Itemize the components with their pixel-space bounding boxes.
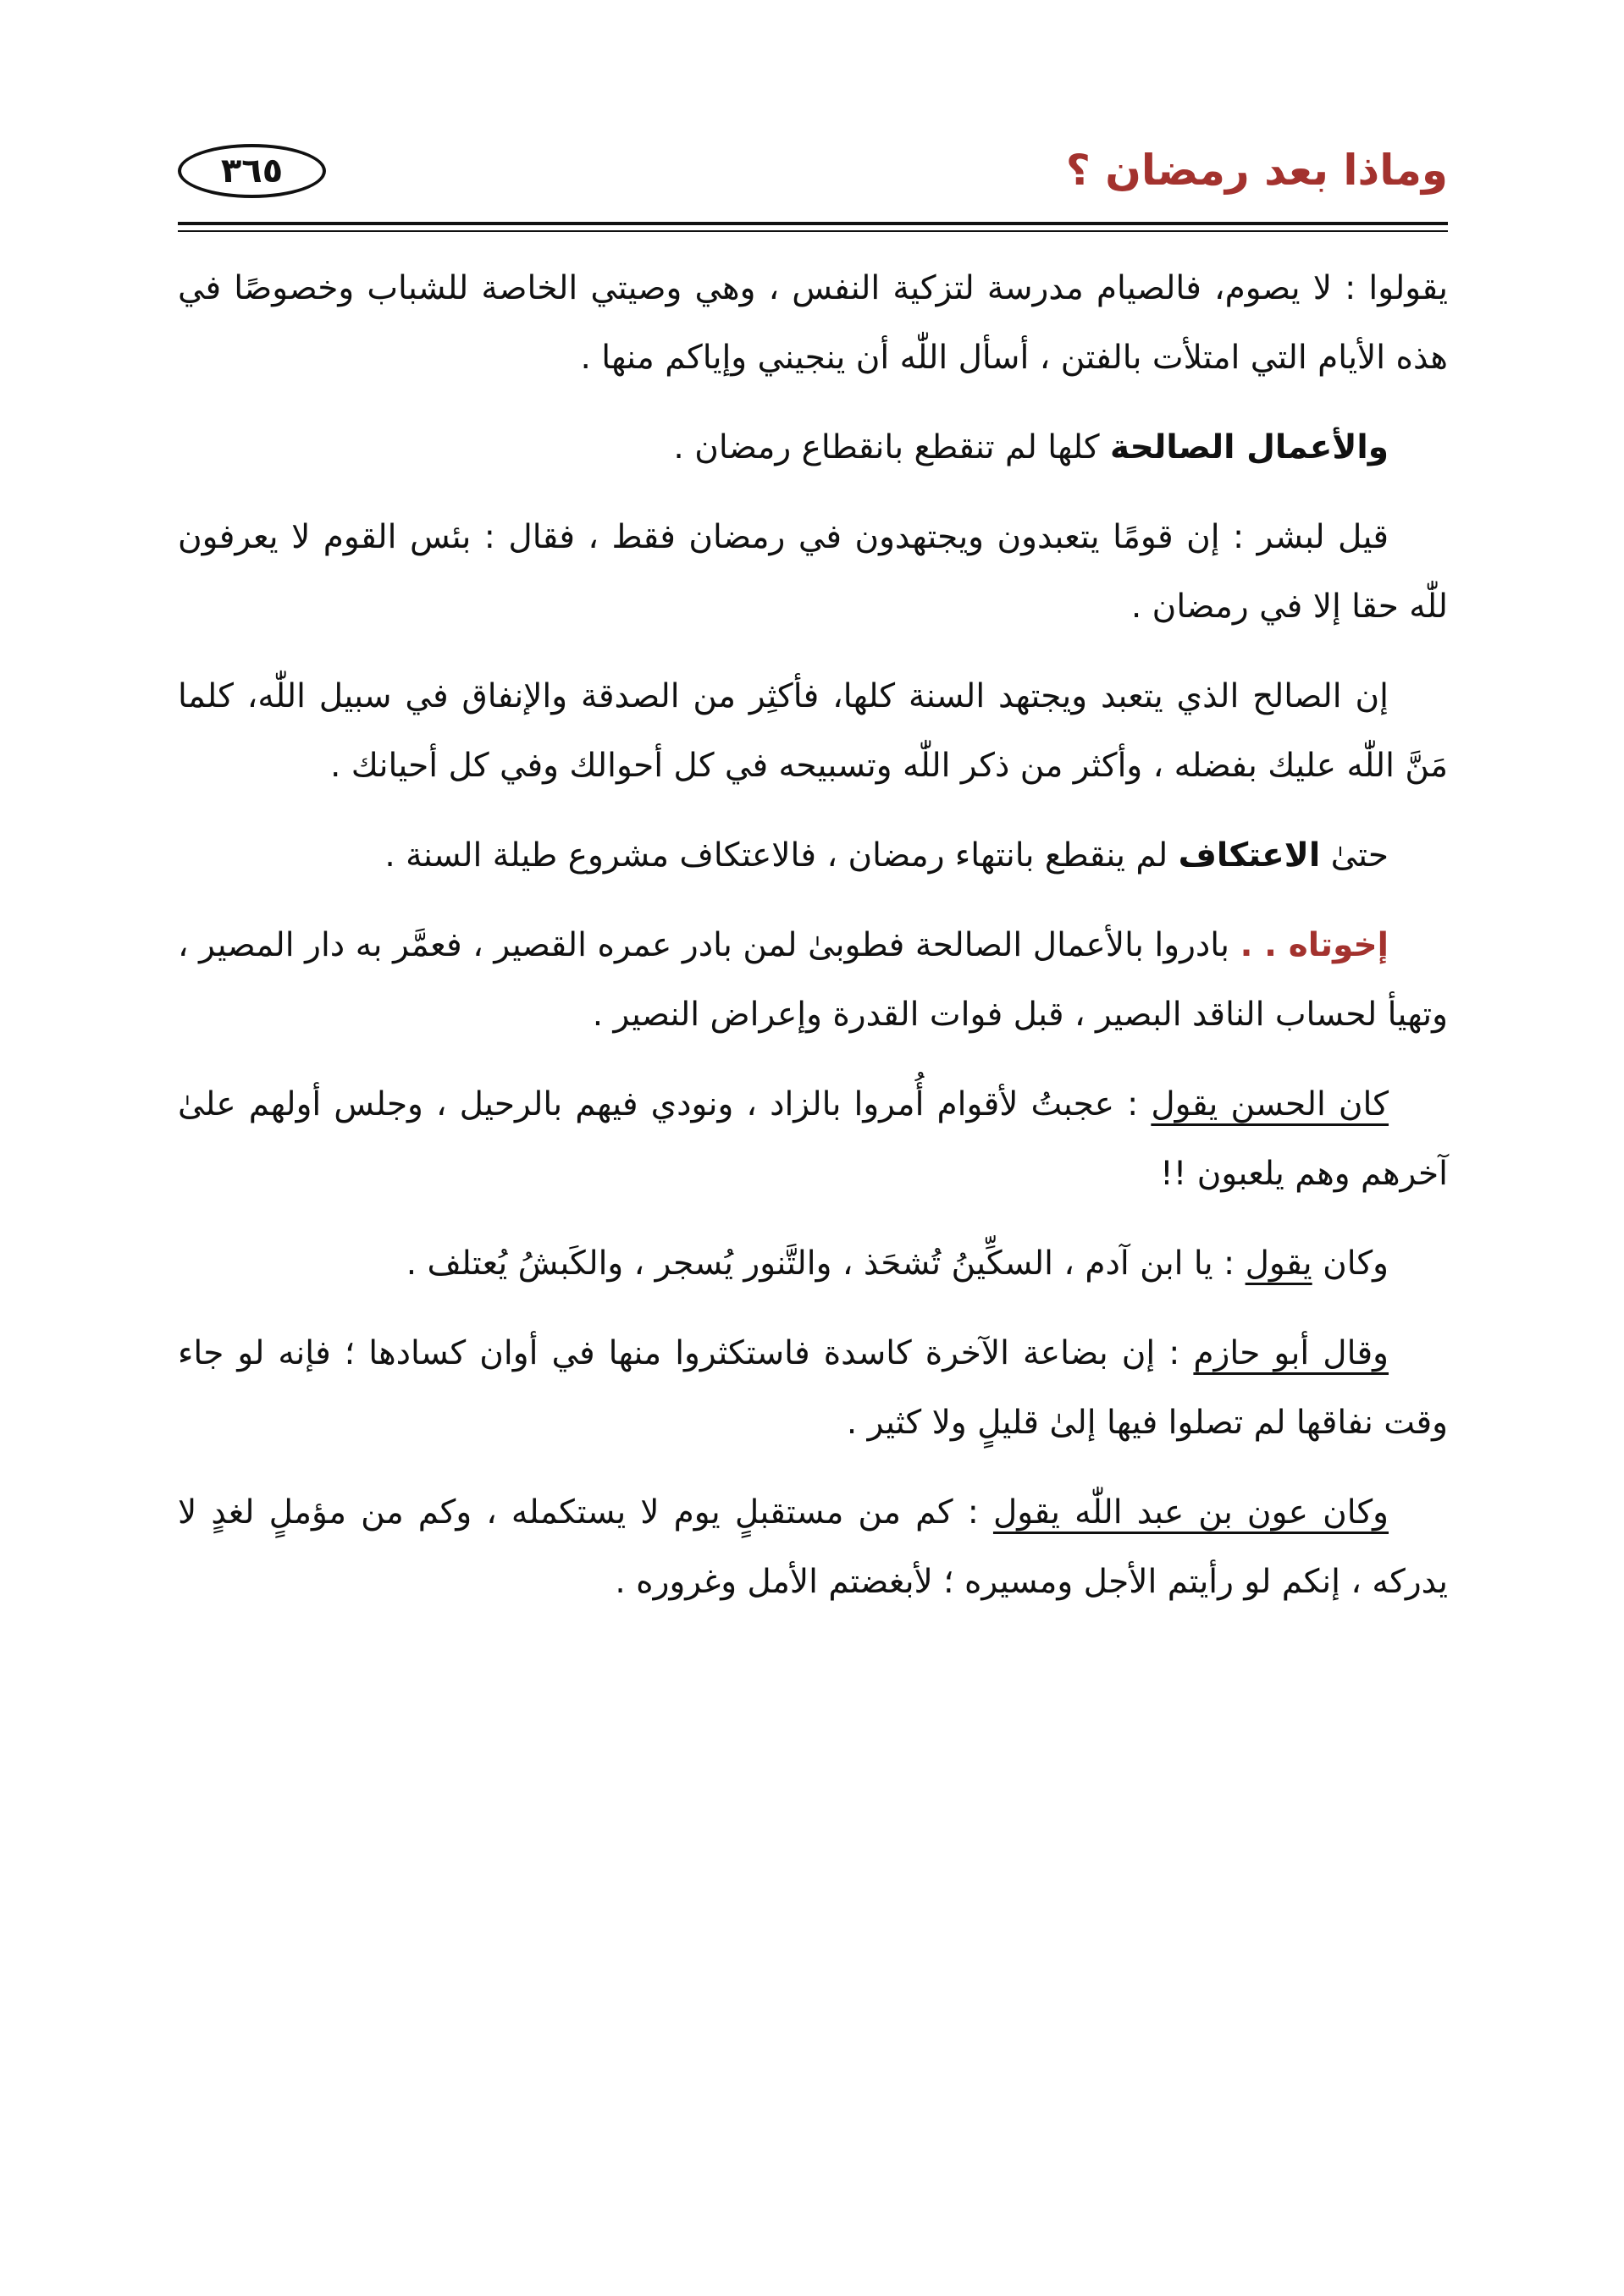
paragraph-6-text: بادروا بالأعمال الصالحة فطوبىٰ لمن بادر عمره القصير ، فعمَّر به دار المصير ، وتهيأ لحساب الناقد البصير ، قبل فوات القدرة وإعراض النصير . xyxy=(178,926,1448,1034)
paragraph-1-text: يقولوا : لا يصوم، فالصيام مدرسة لتزكية النفس ، وهي وصيتي الخاصة للشباب وخصوصًا في هذه الأيام التي امتلأت بالفتن ، أسأل اللّٰه أن ينجيني وإياكم منها . xyxy=(178,269,1448,377)
paragraph-10-attribution: وكان عون بن عبد اللّٰه يقول xyxy=(992,1493,1389,1532)
paragraph-10-text: : كم من مستقبلٍ يوم لا يستكمله ، وكم من مؤملٍ لغدٍ لا يدركه ، إنكم لو رأيتم الأجل ومسيره ؛ لأبغضتم الأمل وغروره . xyxy=(178,1493,1448,1601)
header-rule-thin xyxy=(178,230,1448,232)
paragraph-8-text: : يا ابن آدم ، السكِّينُ تُشحَذ ، والتَّنور يُسجر ، والكَبشُ يُعتلف . xyxy=(406,1245,1246,1283)
paragraph-9 xyxy=(178,1319,1448,1458)
paragraph-6 xyxy=(178,911,1448,1050)
page-header xyxy=(178,127,1448,220)
paragraph-8-attribution: يقول xyxy=(1245,1245,1312,1283)
paragraph-1 xyxy=(178,254,1448,393)
paragraph-2-text: كلها لم تنقطع بانقطاع رمضان . xyxy=(673,428,1110,466)
paragraph-5-pre: حتىٰ xyxy=(1320,836,1389,875)
page-number-text: ٣٦٥ xyxy=(220,152,284,190)
paragraph-6-heading: إخوتاه . . xyxy=(1240,926,1389,964)
paragraph-2-bold: والأعمال الصالحة xyxy=(1110,428,1389,466)
paragraph-3 xyxy=(178,503,1448,642)
paragraph-10 xyxy=(178,1478,1448,1617)
paragraph-9-text: : إن بضاعة الآخرة كاسدة فاستكثروا منها في أوان كسادها ؛ فإنه لو جاء وقت نفاقها لم تصلوا فيها إلىٰ قليلٍ ولا كثير . xyxy=(178,1334,1448,1442)
paragraph-9-attribution: وقال أبو حازم xyxy=(1193,1334,1389,1372)
running-title: وماذا بعد رمضان ؟ xyxy=(1065,146,1448,195)
paragraph-7-attribution: كان الحسن يقول xyxy=(1151,1085,1389,1123)
header-rule-thick xyxy=(178,222,1448,225)
page-number xyxy=(178,144,326,198)
paragraph-8 xyxy=(178,1229,1448,1299)
body-text xyxy=(178,254,1448,1637)
paragraph-5-bold: الاعتكاف xyxy=(1178,836,1321,875)
paragraph-7 xyxy=(178,1070,1448,1209)
paragraph-2 xyxy=(178,413,1448,483)
paragraph-5-text: لم ينقطع بانتهاء رمضان ، فالاعتكاف مشروع طيلة السنة . xyxy=(384,836,1179,875)
paragraph-4-text: إن الصالح الذي يتعبد ويجتهد السنة كلها، فأكثِر من الصدقة والإنفاق في سبيل اللّٰه، كلما مَنَّ اللّٰه عليك بفضله ، وأكثر من ذكر اللّٰه وتسبيحه في كل أحوالك وفي كل أحيانك . xyxy=(178,677,1448,785)
paragraph-4 xyxy=(178,662,1448,801)
paragraph-7-text: : عجبتُ لأقوام أُمروا بالزاد ، ونودي فيهم بالرحيل ، وجلس أولهم علىٰ آخرهم وهم يلعبون !! xyxy=(178,1085,1448,1193)
paragraph-5 xyxy=(178,821,1448,891)
paragraph-3-text: قيل لبشر : إن قومًا يتعبدون ويجتهدون في رمضان فقط ، فقال : بئس القوم لا يعرفون للّٰه حقا إلا في رمضان . xyxy=(178,518,1448,626)
paragraph-8-pre: وكان xyxy=(1312,1245,1389,1283)
